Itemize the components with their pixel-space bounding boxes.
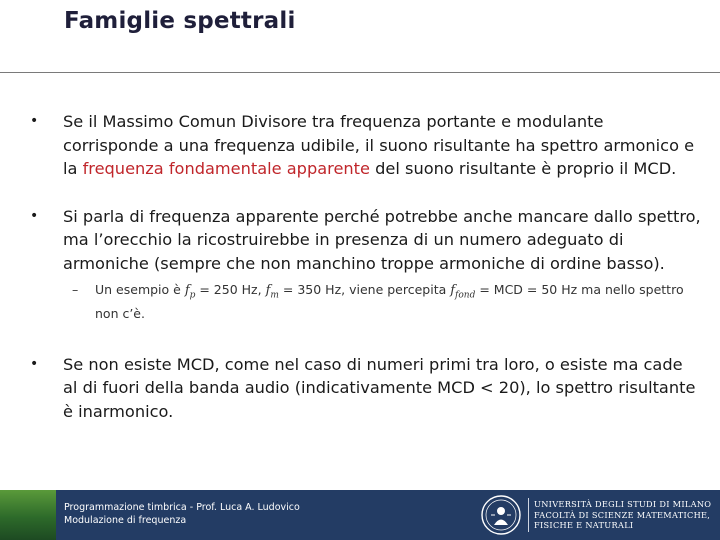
bullet-text: Se non esiste MCD, come nel caso di numeri primi tra loro, o esiste ma cade al di fuori della banda audio (indicativamente MCD < 20), lo spettro risultante è inarmonico. <box>63 354 696 421</box>
symbol-fm: $f_m$ <box>265 283 279 301</box>
symbol-ffond: $f_{fond}$ <box>450 283 476 301</box>
bullet-marker: • <box>30 207 39 224</box>
bullet-text-part: del suono risultante è proprio il MCD. <box>369 159 677 178</box>
university-name-line: UNIVERSITÀ DEGLI STUDI DI MILANO <box>534 499 712 509</box>
bullet-marker: • <box>30 113 39 129</box>
title-area <box>0 0 720 74</box>
footer-accent <box>0 490 56 540</box>
highlight-fundamental-apparent: frequenza fondamentale apparente <box>82 159 370 178</box>
bullet-marker: • <box>30 355 39 372</box>
footer-lecture-topic: Modulazione di frequenza <box>64 515 187 526</box>
slide-content <box>30 110 702 423</box>
example-text: = 250 Hz, <box>195 282 266 297</box>
bullet-text-part: Se il Massimo Comun Divisore tra frequenza portante e modulante corrisponde a una frequenza udibile, il suono risultante ha spettro armonico e la <box>63 112 695 178</box>
bullet-mcd-harmonic <box>30 110 702 181</box>
sub-bullet-marker: – <box>72 282 79 297</box>
slide-title: Famiglie spettrali <box>64 8 296 34</box>
university-name <box>534 499 711 531</box>
bullet-apparent-frequency <box>30 205 702 276</box>
example-text: = MCD = 50 Hz ma nello spettro non c’è. <box>95 282 684 321</box>
faculty-name-line: FACOLTÀ DI SCIENZE MATEMATICHE, <box>534 509 711 520</box>
title-divider <box>0 72 720 73</box>
sub-bullet-example <box>30 281 702 323</box>
university-seal-icon <box>480 494 522 536</box>
example-text: = 350 Hz, viene percepita <box>278 282 451 297</box>
example-text: Un esempio è <box>95 282 185 297</box>
footer-course-title: Programmazione timbrica - Prof. Luca A. Ludovico <box>64 502 300 513</box>
bullet-text: Si parla di frequenza apparente perché potrebbe anche mancare dallo spettro, ma l’orecchio la ricostruirebbe in presenza di un numero adeguato di armoniche (sempre che non manchino troppe armoniche di ordine basso). <box>63 206 701 273</box>
faculty-name-line: FISICHE E NATURALI <box>534 520 634 530</box>
footer-course-info <box>64 501 300 527</box>
footer-bar <box>0 490 720 540</box>
bullet-inharmonic <box>30 353 702 424</box>
logo-divider <box>528 498 529 532</box>
university-logo <box>480 494 716 536</box>
symbol-fp: $f_p$ <box>184 283 196 301</box>
